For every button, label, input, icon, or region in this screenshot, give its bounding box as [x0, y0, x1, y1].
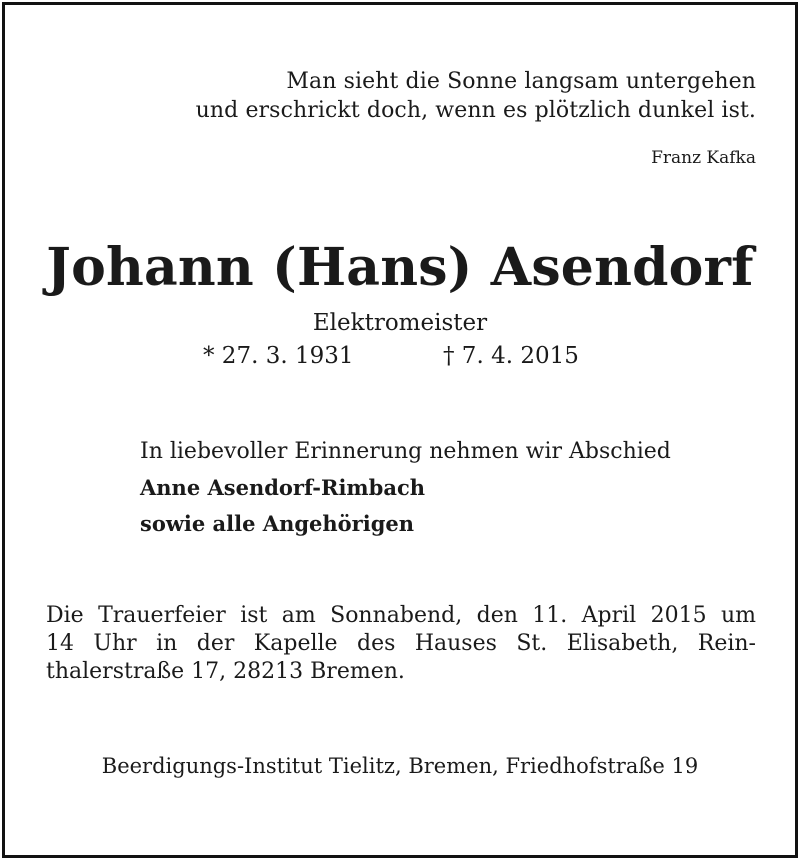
- funeral-home: Beerdigungs-Institut Tielitz, Bremen, Friedhofstraße 19: [101, 754, 699, 778]
- ceremony-line-1: Die Trauerfeier ist am Sonnabend, den 11. April 2015 um: [46, 603, 756, 628]
- quote-line-2: und erschrickt doch, wenn es plötzlich dunkel ist.: [195, 98, 756, 123]
- ceremony-info: [46, 602, 756, 686]
- deceased-profession: Elektromeister: [312, 310, 488, 336]
- quote-author: Franz Kafka: [651, 148, 756, 168]
- mourner-relatives: sowie alle Angehörigen: [140, 511, 415, 536]
- ceremony-line-2: 14 Uhr in der Kapelle des Hauses St. Elisabeth, Rein-: [46, 631, 756, 656]
- death-date: † 7. 4. 2015: [443, 343, 579, 369]
- ceremony-line-3: thalerstraße 17, 28213 Bremen.: [46, 659, 405, 684]
- quote: [196, 67, 756, 125]
- obituary-frame: [2, 2, 798, 858]
- farewell-text: In liebevoller Erinnerung nehmen wir Abschied: [140, 439, 671, 464]
- birth-date: * 27. 3. 1931: [203, 343, 354, 369]
- quote-line-1: Man sieht die Sonne langsam untergehen: [286, 69, 756, 94]
- mourner-name: Anne Asendorf-Rimbach: [140, 475, 425, 500]
- deceased-name: Johann (Hans) Asendorf: [46, 237, 754, 298]
